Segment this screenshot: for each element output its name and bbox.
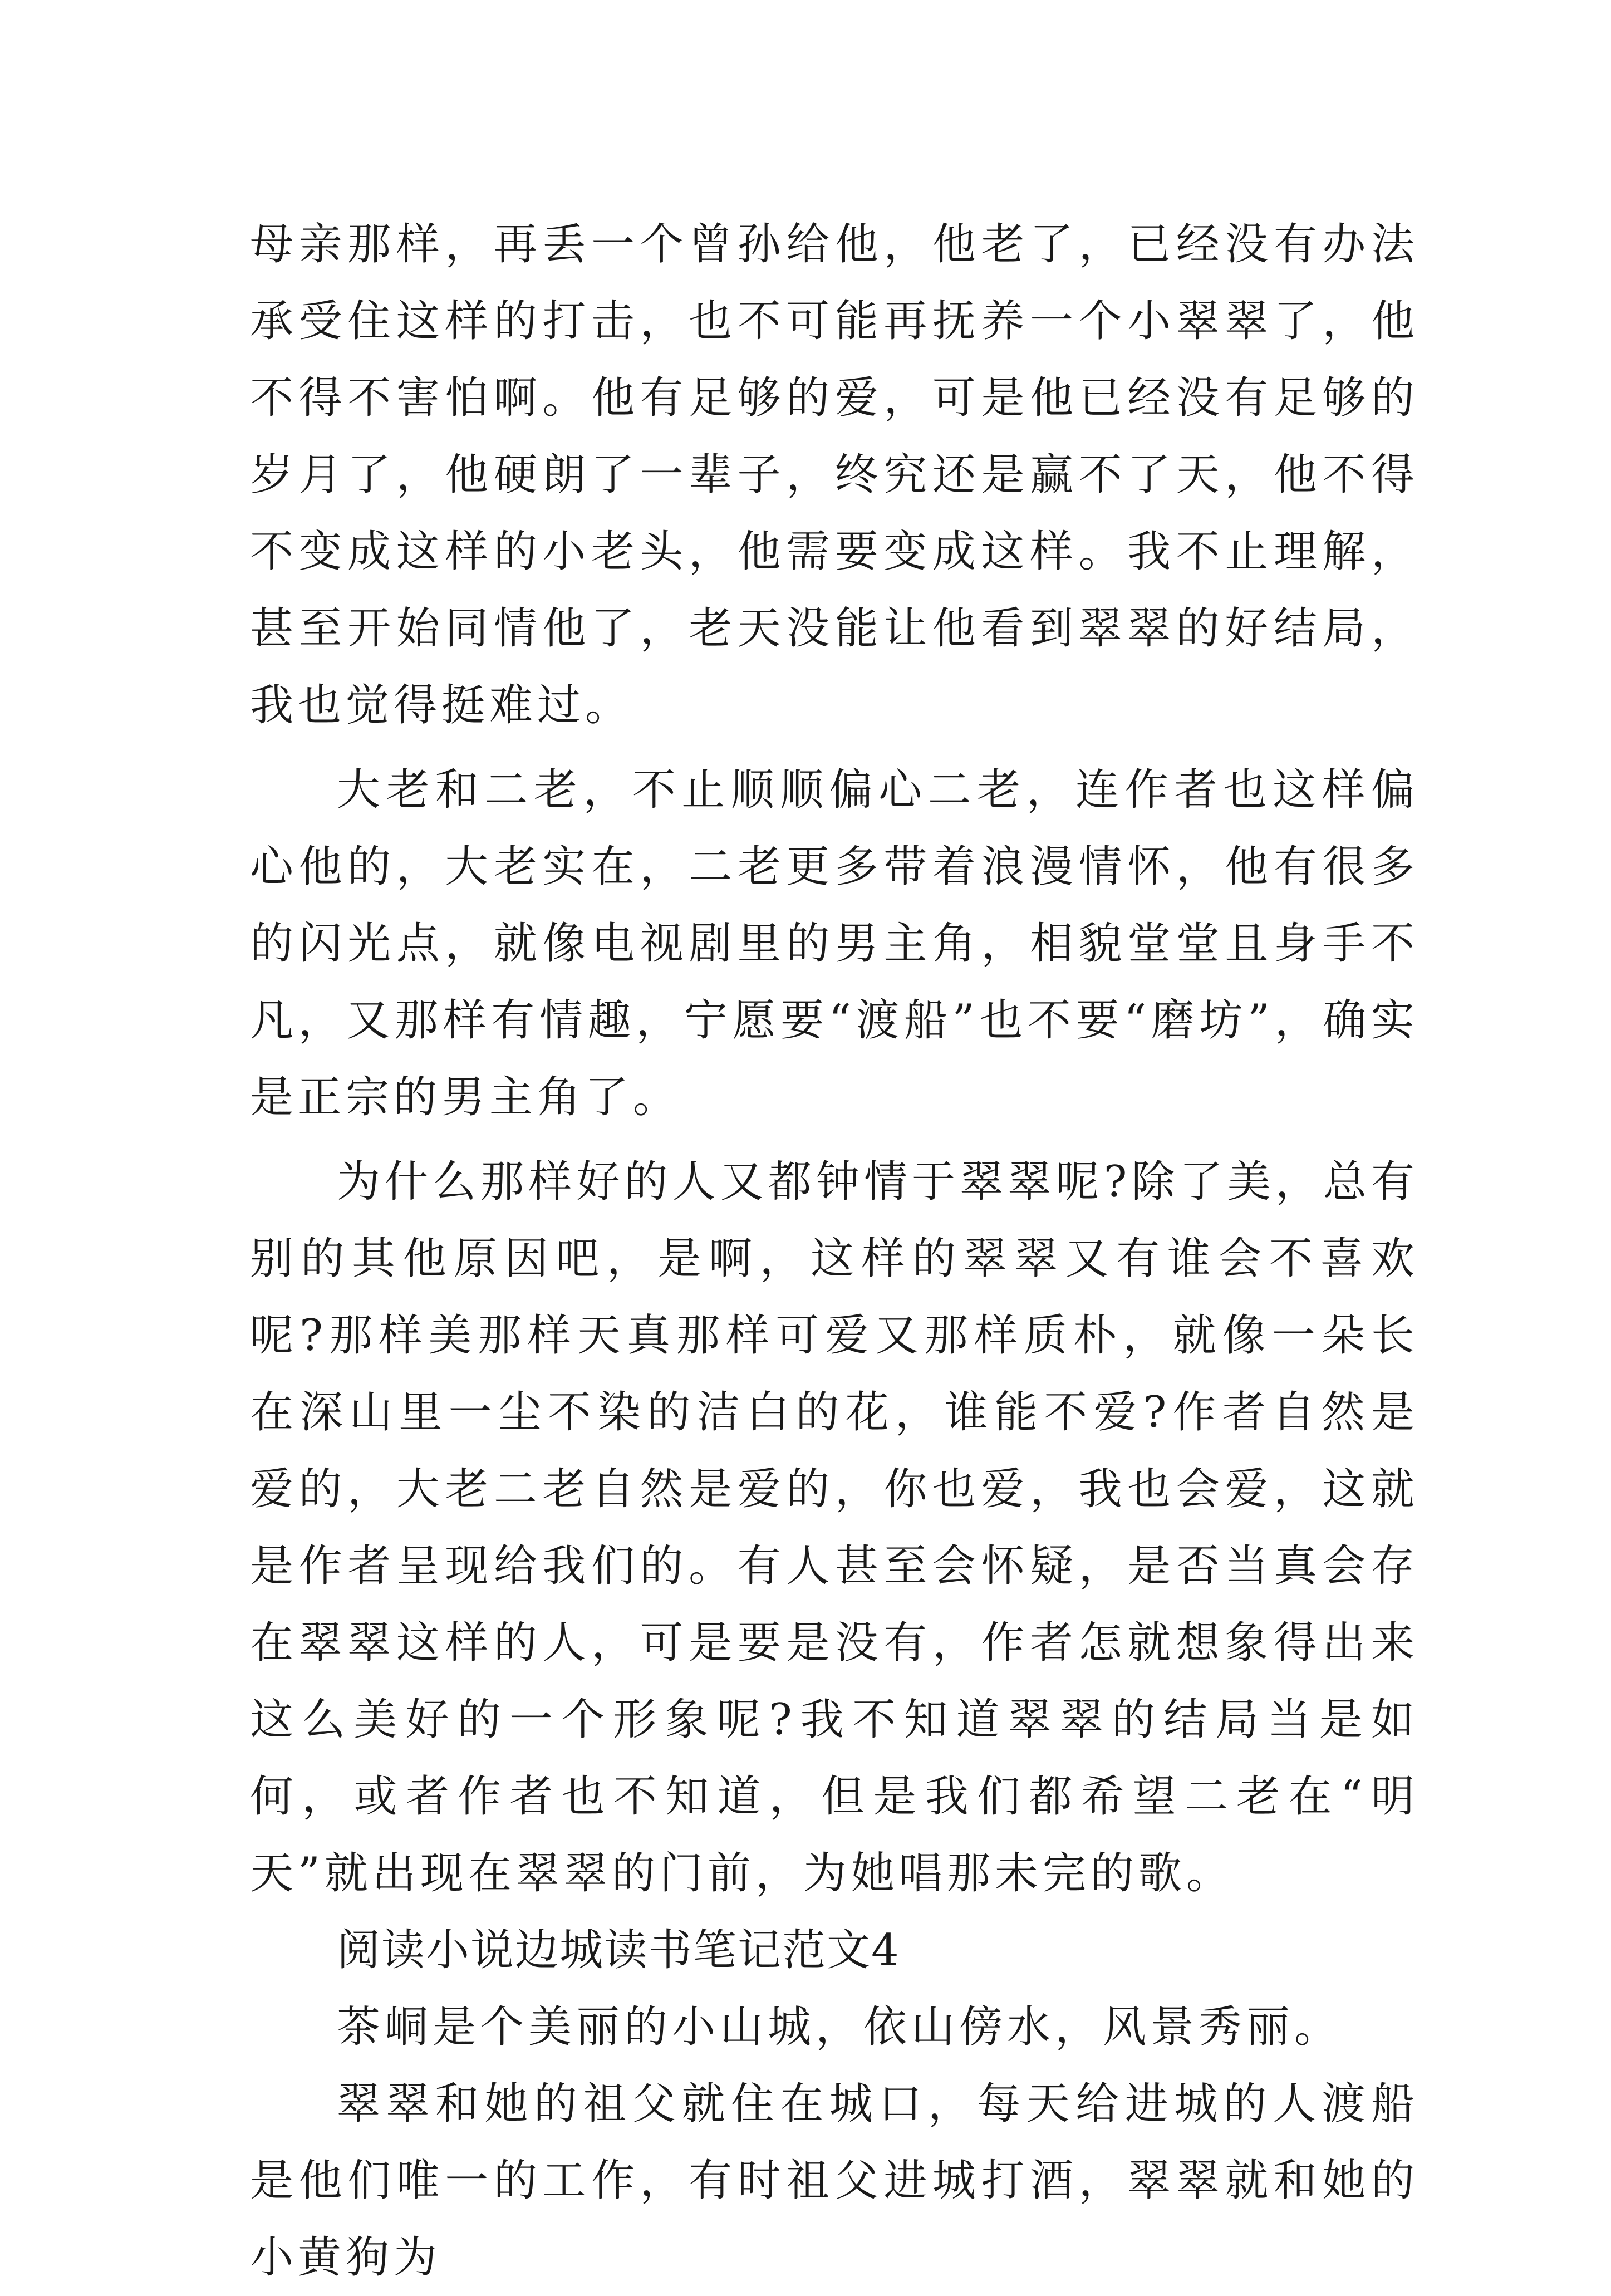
paragraph-2: 大老和二老，不止顺顺偏心二老，连作者也这样偏心他的，大老实在，二老更多带着浪漫情怀，他有很多的闪光点，就像电视剧里的男主角，相貌堂堂且身手不凡，又那样有情趣，宁愿要“渡船”也不要“磨坊”，确实是正宗的男主角了。	[250, 765, 1419, 1122]
document-body	[250, 206, 1419, 2296]
paragraph-4: 茶峒是个美丽的小山城，依山傍水，风景秀丽。	[337, 2002, 1343, 2052]
paragraph-1: 母亲那样，再丢一个曾孙给他，他老了，已经没有办法承受住这样的打击，也不可能再抚养一个小翠翠了，他不得不害怕啊。他有足够的爱，可是他已经没有足够的岁月了，他硬朗了一辈子，终究还是赢不了天，他不得不变成这样的小老头，他需要变成这样。我不止理解，甚至开始同情他了，老天没能让他看到翠翠的好结局，我也觉得挺难过。	[250, 219, 1419, 730]
section-heading: 阅读小说边城读书笔记范文4	[337, 1925, 900, 1975]
paragraph-5: 翠翠和她的祖父就住在城口，每天给进城的人渡船是他们唯一的工作，有时祖父进城打酒，翠翠就和她的小黄狗为	[250, 2079, 1419, 2283]
paragraph-3: 为什么那样好的人又都钟情于翠翠呢?除了美，总有别的其他原因吧，是啊，这样的翠翠又有谁会不喜欢呢?那样美那样天真那样可爱又那样质朴，就像一朵长在深山里一尘不染的洁白的花，谁能不爱?作者自然是爱的，大老二老自然是爱的，你也爱，我也会爱，这就是作者呈现给我们的。有人甚至会怀疑，是否当真会存在翠翠这样的人，可是要是没有，作者怎就想象得出来这么美好的一个形象呢?我不知道翠翠的结局当是如何，或者作者也不知道，但是我们都希望二老在“明天”就出现在翠翠的门前，为她唱那未完的歌。	[250, 1157, 1419, 1898]
